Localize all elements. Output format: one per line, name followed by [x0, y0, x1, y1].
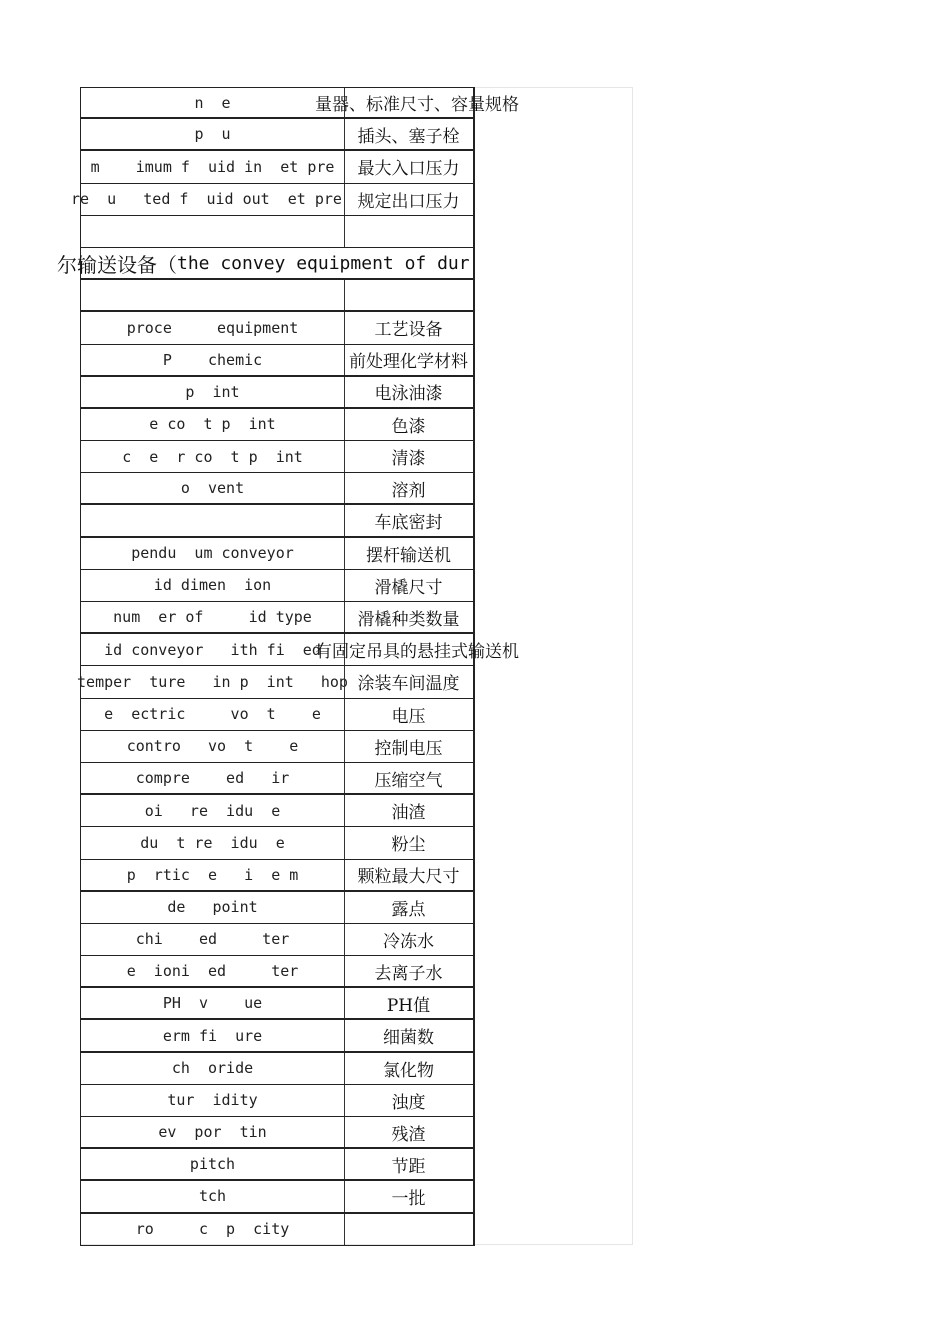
table-row [80, 956, 475, 988]
english-term [81, 280, 344, 310]
chinese-term: 插头、塞子栓 [357, 126, 460, 147]
chinese-term: 节距 [391, 1156, 426, 1177]
chinese-term: 滑橇尺寸 [374, 577, 443, 598]
table-row [80, 1053, 475, 1085]
section-heading [57, 248, 470, 278]
english-term: ch oride [171, 1059, 254, 1078]
chinese-term: 一批 [391, 1188, 426, 1209]
chinese-term: 粉尘 [391, 835, 426, 856]
english-term: e ectric vo t e [104, 705, 321, 724]
chinese-term: 溶剂 [391, 480, 426, 501]
english-term: e co t p int [149, 415, 276, 434]
english-term: p rtic e i e m [126, 865, 299, 884]
section-heading-en: the convey equipment of dur [177, 252, 470, 274]
english-term: c e r co t p int [122, 447, 303, 466]
chinese-term: 细菌数 [383, 1028, 434, 1049]
chinese-term: 电泳油漆 [374, 384, 443, 405]
english-term: proce equipment [126, 318, 299, 337]
table-row [80, 1181, 475, 1213]
chinese-term: 去离子水 [374, 963, 443, 984]
table-row [80, 119, 475, 151]
chinese-term: 涂装车间温度 [357, 674, 460, 695]
chinese-term: 冷冻水 [383, 931, 434, 952]
english-term: ro c p city [135, 1220, 290, 1239]
table-row [80, 988, 475, 1020]
english-term: chi ed ter [135, 930, 290, 949]
english-term: tur idity [167, 1091, 258, 1110]
table-row [80, 1085, 475, 1117]
english-term: P chemic [162, 350, 263, 369]
english-term [81, 216, 344, 247]
chinese-term: 油渣 [391, 803, 426, 824]
chinese-term: 摆杆输送机 [366, 545, 451, 566]
chinese-term: 前处理化学材料 [349, 352, 468, 373]
english-term: du t re idu e [140, 833, 285, 852]
table-row [80, 441, 475, 473]
table-row [80, 538, 475, 570]
chinese-term: 车底密封 [374, 513, 443, 534]
chinese-term: 压缩空气 [374, 770, 443, 791]
chinese-term: 清漆 [391, 449, 426, 470]
chinese-term: 有固定吊具的悬挂式输送机 [315, 642, 519, 663]
english-term: id conveyor ith fi ed [104, 640, 321, 659]
table-row [80, 924, 475, 956]
table-row [80, 795, 475, 827]
english-term: re u ted f uid out et pre [71, 190, 342, 209]
english-term: ev por tin [158, 1123, 267, 1142]
table-row [80, 860, 475, 892]
table-row [80, 763, 475, 795]
english-term: p int [185, 382, 240, 401]
english-term: erm fi ure [162, 1026, 263, 1045]
table-row [80, 473, 475, 505]
table-row [80, 1149, 475, 1181]
english-term: id dimen ion [153, 576, 272, 595]
english-term: num er of id type [113, 608, 312, 627]
chinese-term: 浊度 [391, 1092, 426, 1113]
table-row [80, 1214, 475, 1246]
table-row [80, 892, 475, 924]
english-term: pendu um conveyor [131, 544, 294, 563]
chinese-term: 残渣 [391, 1124, 426, 1145]
english-term: compre ed ir [135, 769, 290, 788]
table-row [80, 570, 475, 602]
chinese-term: 控制电压 [374, 738, 443, 759]
table-row [80, 602, 475, 634]
glossary-table [57, 87, 519, 1246]
chinese-term [344, 1214, 473, 1245]
english-term: de point [167, 898, 258, 917]
chinese-term: 露点 [391, 899, 426, 920]
english-term: n e [194, 93, 231, 112]
table-row [80, 87, 519, 119]
table-row [80, 409, 475, 441]
chinese-term [344, 280, 473, 310]
chinese-term: 电压 [391, 706, 426, 727]
english-term: p u [194, 125, 231, 144]
table-row [80, 827, 475, 859]
table-row [80, 151, 475, 183]
table-row [80, 345, 475, 377]
table-row [80, 280, 475, 312]
english-term: pitch [189, 1155, 236, 1174]
english-term: tch [198, 1187, 227, 1206]
table-row [71, 184, 475, 216]
chinese-term: 颗粒最大尺寸 [357, 867, 460, 888]
table-row [80, 377, 475, 409]
table-row [80, 505, 475, 537]
english-term: o vent [180, 479, 245, 498]
table-row [80, 312, 475, 344]
chinese-term: 规定出口压力 [357, 191, 460, 212]
english-term: temper ture in p int hop [77, 672, 348, 691]
english-term: contro vo t e [126, 737, 299, 756]
table-row [80, 731, 475, 763]
table-row [77, 666, 475, 698]
chinese-term: 氯化物 [383, 1060, 434, 1081]
english-term [81, 505, 344, 535]
table-row [80, 216, 475, 248]
english-term: PH v ue [162, 994, 263, 1013]
section-heading-row [57, 248, 475, 280]
english-term: e ioni ed ter [126, 962, 299, 981]
chinese-term: 最大入口压力 [357, 159, 460, 180]
chinese-term: 滑橇种类数量 [357, 609, 460, 630]
english-term: m imum f uid in et pre [90, 157, 335, 176]
chinese-term: PH值 [386, 995, 431, 1016]
table-row [80, 1117, 475, 1149]
chinese-term: 工艺设备 [374, 320, 443, 341]
chinese-term: 量器、标准尺寸、容量规格 [315, 95, 519, 116]
table-row [80, 699, 475, 731]
table-row [80, 634, 519, 666]
chinese-term [344, 216, 473, 247]
table-row [80, 1020, 475, 1052]
english-term: oi re idu e [144, 801, 281, 820]
section-heading-zh: 尔输送设备（ [57, 252, 177, 277]
chinese-term: 色漆 [391, 416, 426, 437]
